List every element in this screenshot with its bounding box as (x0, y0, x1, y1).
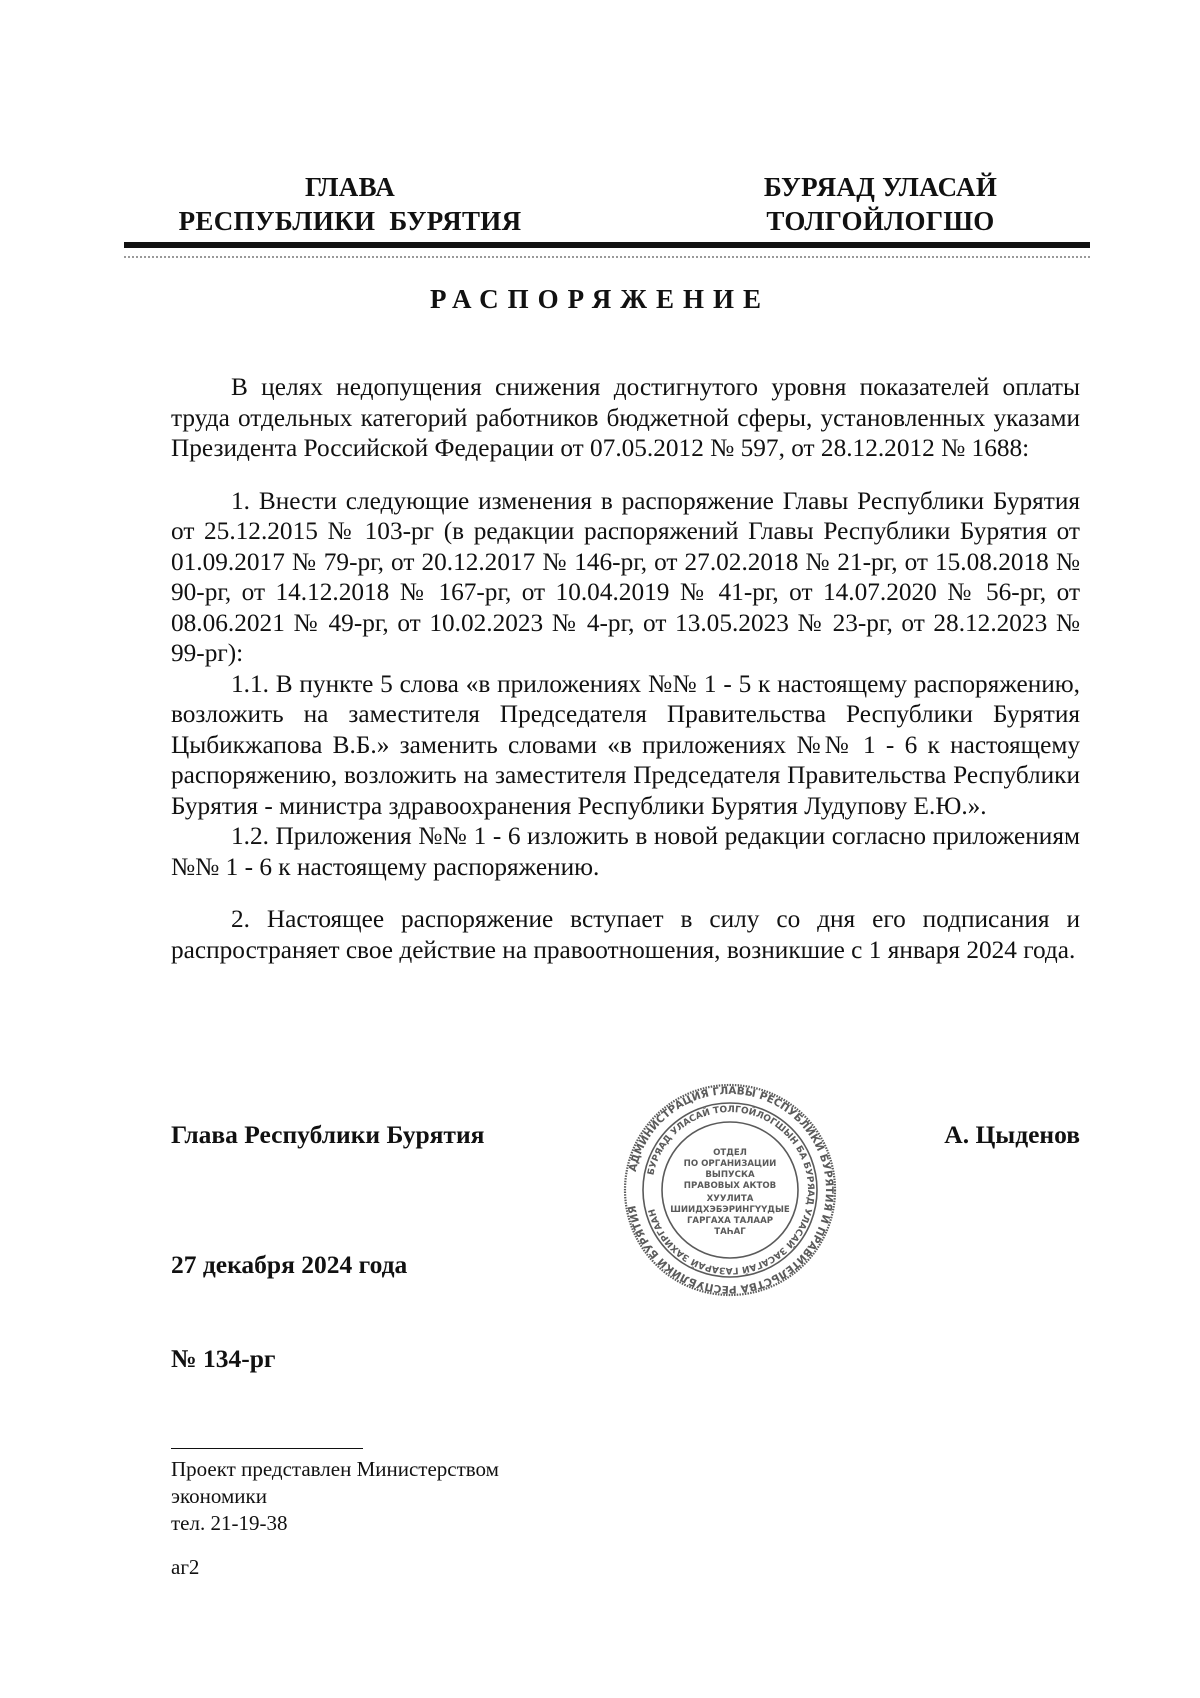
stamp-center-line: ТАҺАГ (714, 1227, 746, 1237)
item-1-2-paragraph: 1.2. Приложения №№ 1 - 6 изложить в новой редакции согласно приложениям №№ 1 - 6 к настоящему распоряжению. (171, 822, 1080, 881)
header-divider-thin (124, 256, 1090, 258)
signatory-title: Глава Республики Бурятия (171, 1120, 485, 1149)
item-2-paragraph: 2. Настоящее распоряжение вступает в силу со дня его подписания и распространяет свое действие на правоотношения, возникшие с 1 января 2024 года. (171, 905, 1080, 964)
document-date: 27 декабря 2024 года (171, 1250, 408, 1279)
document-title: РАСПОРЯЖЕНИЕ (429, 284, 771, 314)
footnote-line-2: экономики (171, 1484, 267, 1508)
stamp-center-line: ПО ОРГАНИЗАЦИИ (683, 1159, 777, 1169)
item-1-1-paragraph: 1.1. В пункте 5 слова «в приложениях №№ 1 - 5 к настоящему распоряжению, возложить на заместителя Председателя Правительства Республики Бурятия Цыбикжапова В.Б.» заменить словами «в приложениях №№ 1 - 6 к настоящему распоряжению, возложить на заместителя Председателя Правительства Республики Бурятия - министра здравоохранения Республики Бурятия Лудупову Е.Ю.». (171, 669, 1080, 820)
document-number: № 134-рг (171, 1344, 276, 1373)
stamp-outer-ring-text: АДМИНИСТРАЦИЯ ГЛАВЫ РЕСПУБЛИКИ БУРЯТИЯ И ПРАВИТЕЛЬСТВА РЕСПУБЛИКИ БУРЯТИЯ (626, 1084, 836, 1296)
stamp-inner-ring-text: БУРЯАД УЛАСАЙ ТОЛГОЙЛОГШЫН БА БУРЯАД УЛАСАЙ ЗАСАГАЙ ГАЗАРАЙ ЗАХИРГААН (646, 1104, 816, 1276)
stamp-center-text (670, 1148, 790, 1237)
document-body (171, 372, 1080, 965)
footnote-line-1: Проект представлен Министерством (171, 1457, 499, 1481)
header-right-line-1: БУРЯАД УЛАСАЙ (763, 172, 998, 202)
signatory-name: А. Цыденов (944, 1120, 1080, 1149)
footnote-phone: тел. 21-19-38 (171, 1511, 288, 1535)
header-left-russian (160, 170, 540, 238)
stamp-center-line: ВЫПУСКА (705, 1170, 755, 1180)
header-right-line-2: ТОЛГОЙЛОГШО (766, 206, 995, 236)
stamp-center-line: ХУУЛИТА (706, 1194, 754, 1204)
item-1-paragraph: 1. Внести следующие изменения в распоряжение Главы Республики Бурятия от 25.12.2015 № 103-рг (в редакции распоряжений Главы Республики Бурятия от 01.09.2017 № 79-рг, от 20.12.2017 № 146-рг, от 27.02.2018 № 21-рг, от 15.08.2018 № 90-рг, от 14.12.2018 № 167-рг, от 10.04.2019 № 41-рг, от 14.07.2020 № 56-рг, от 08.06.2021 № 49-рг, от 10.02.2023 № 4-рг, от 13.05.2023 № 23-рг, от 28.12.2023 № 99-рг): (171, 486, 1080, 667)
header-right-buryat (738, 170, 1023, 238)
stamp-center-line: ОТДЕЛ (713, 1148, 747, 1158)
header-left-line-2: РЕСПУБЛИКИ БУРЯТИЯ (178, 206, 522, 236)
stamp-center-line: ГАРГАХА ТАЛААР (686, 1216, 774, 1226)
stamp-center-line: ШИИДХЭБЭРИНГҮҮДЫЕ (670, 1205, 790, 1215)
footnote-divider (171, 1448, 363, 1449)
document-code: аг2 (171, 1555, 200, 1579)
header-divider-thick (124, 242, 1090, 248)
official-seal-stamp (622, 1082, 838, 1298)
header-left-line-1: ГЛАВА (304, 172, 396, 202)
preamble-paragraph: В целях недопущения снижения достигнутого уровня показателей оплаты труда отдельных категорий работников бюджетной сферы, установленных указами Президента Российской Федерации от 07.05.2012 № 597, от 28.12.2012 № 1688: (171, 373, 1080, 462)
stamp-center-line: ПРАВОВЫХ АКТОВ (683, 1181, 777, 1191)
footnote-block (171, 1456, 499, 1537)
